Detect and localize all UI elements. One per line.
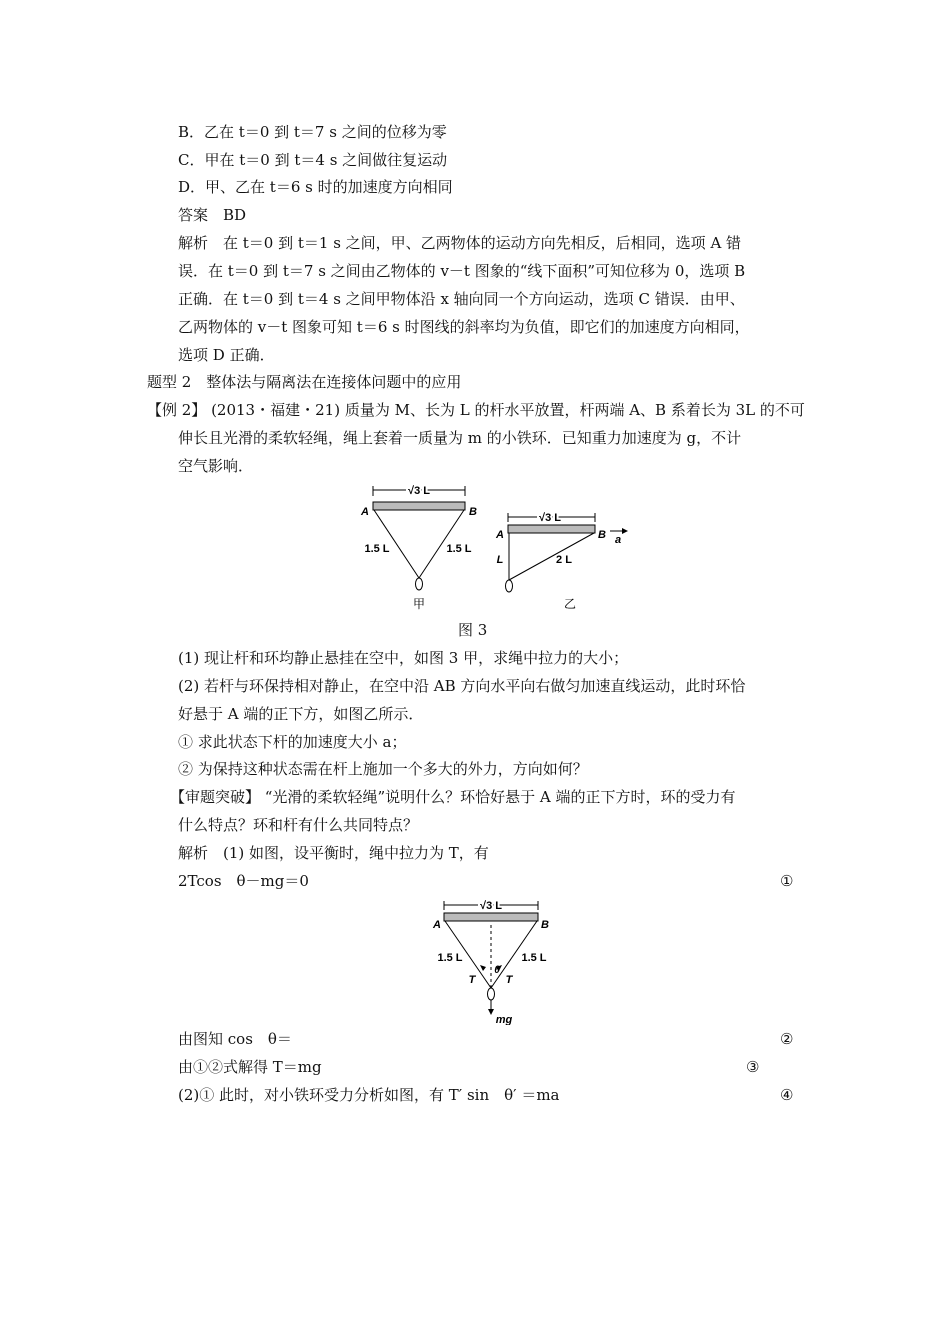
jia-end-b: B <box>469 506 477 518</box>
yi-ring <box>506 580 513 592</box>
jia-right-rope-label: 1.5 L <box>446 543 472 555</box>
yi-end-a: A <box>496 529 504 541</box>
force-tension-right: T <box>505 974 513 986</box>
equation-1: 2Tcos θ－mg＝0 <box>178 872 309 890</box>
equation-2: 由图知 cos θ＝ <box>178 1030 292 1048</box>
figure-yi <box>492 505 642 615</box>
weight-arrow <box>488 1009 494 1015</box>
example-line-3: 空气影响． <box>178 457 254 475</box>
yi-accel-label: a <box>614 534 622 546</box>
figure-jia <box>355 482 485 612</box>
question-2-line-1: (2) 若杆与环保持相对静止，在空中沿 AB 方向水平向右做匀加速直线运动，此时环恰 <box>178 677 746 695</box>
force-end-b: B <box>541 919 549 931</box>
jia-left-rope-label: 1.5 L <box>364 543 390 555</box>
option-d: D．甲、乙在 t＝6 s 时的加速度方向相同 <box>178 178 453 196</box>
question-1: (1) 现让杆和环均静止悬挂在空中，如图 3 甲，求绳中拉力的大小； <box>178 649 629 667</box>
jia-caption: 甲 <box>412 597 426 611</box>
analysis-line-1: 解析 在 t＝0 到 t＝1 s 之间，甲、乙两物体的运动方向先相反，后相同，选项 A 错 <box>178 234 742 252</box>
figure-force-diagram <box>428 895 558 1025</box>
analysis-line-5: 选项 D 正确． <box>178 346 275 364</box>
equation-4: (2)① 此时，对小铁环受力分析如图，有 T′ sin θ′ ＝ma <box>178 1086 560 1104</box>
force-end-a: A <box>433 919 441 931</box>
force-angle-label: θ <box>494 965 500 976</box>
equation-number-1: ① <box>780 872 794 890</box>
force-tension-left: T <box>468 974 476 986</box>
yi-caption: 乙 <box>563 597 577 611</box>
question-2a: ① 求此状态下杆的加速度大小 a； <box>178 733 407 751</box>
force-left-rope-label: 1.5 L <box>437 952 463 964</box>
yi-diagonal-label: 2 L <box>556 554 572 566</box>
equation-number-2: ② <box>780 1030 794 1048</box>
example-line-1: 【例 2】 (2013・福建・21) 质量为 M、长为 L 的杆水平放置，杆两端 A、B 系着长为 3L 的不可 <box>147 401 805 419</box>
topic-heading: 题型 2 整体法与隔离法在连接体问题中的应用 <box>147 373 462 391</box>
option-b: B．乙在 t＝0 到 t＝7 s 之间的位移为零 <box>178 123 447 141</box>
solution-line-1: 解析 (1) 如图，设平衡时，绳中拉力为 T，有 <box>178 844 489 862</box>
force-ring <box>488 988 495 1000</box>
figure-caption: 图 3 <box>458 621 488 639</box>
tip-line-2: 什么特点？环和杆有什么共同特点？ <box>178 816 419 834</box>
example-line-2: 伸长且光滑的柔软轻绳，绳上套着一质量为 m 的小铁环．已知重力加速度为 g，不计 <box>178 429 742 447</box>
jia-end-a: A <box>361 506 369 518</box>
answer: 答案 BD <box>178 206 247 224</box>
force-length-label: √3 L <box>480 900 502 912</box>
analysis-line-2: 误．在 t＝0 到 t＝7 s 之间由乙物体的 v－t 图象的“线下面积”可知位移为 0，选项 B <box>178 262 746 280</box>
jia-length-label: √3 L <box>408 485 430 497</box>
option-c: C．甲在 t＝0 到 t＝4 s 之间做往复运动 <box>178 151 448 169</box>
jia-ring <box>416 578 423 590</box>
equation-number-4: ④ <box>780 1086 794 1104</box>
question-2b: ② 为保持这种状态需在杆上施加一个多大的外力，方向如何？ <box>178 760 588 778</box>
yi-end-b: B <box>598 529 606 541</box>
force-weight-label: mg <box>495 1014 513 1025</box>
tip-line-1: 【审题突破】 “光滑的柔软轻绳”说明什么？环恰好悬于 A 端的正下方时，环的受力有 <box>170 788 736 806</box>
analysis-line-4: 乙两物体的 v－t 图象可知 t＝6 s 时图线的斜率均为负值，即它们的加速度方向相同， <box>178 318 750 336</box>
yi-vertical-label: L <box>496 554 504 566</box>
equation-3: 由①②式解得 T＝mg <box>178 1058 322 1076</box>
yi-length-label: √3 L <box>539 512 561 524</box>
question-2-line-2: 好悬于 A 端的正下方，如图乙所示． <box>178 705 424 723</box>
force-right-rope-label: 1.5 L <box>521 952 547 964</box>
equation-number-3: ③ <box>746 1058 760 1076</box>
analysis-line-3: 正确．在 t＝0 到 t＝4 s 之间甲物体沿 x 轴向同一个方向运动，选项 C 错误．由甲、 <box>178 290 745 308</box>
